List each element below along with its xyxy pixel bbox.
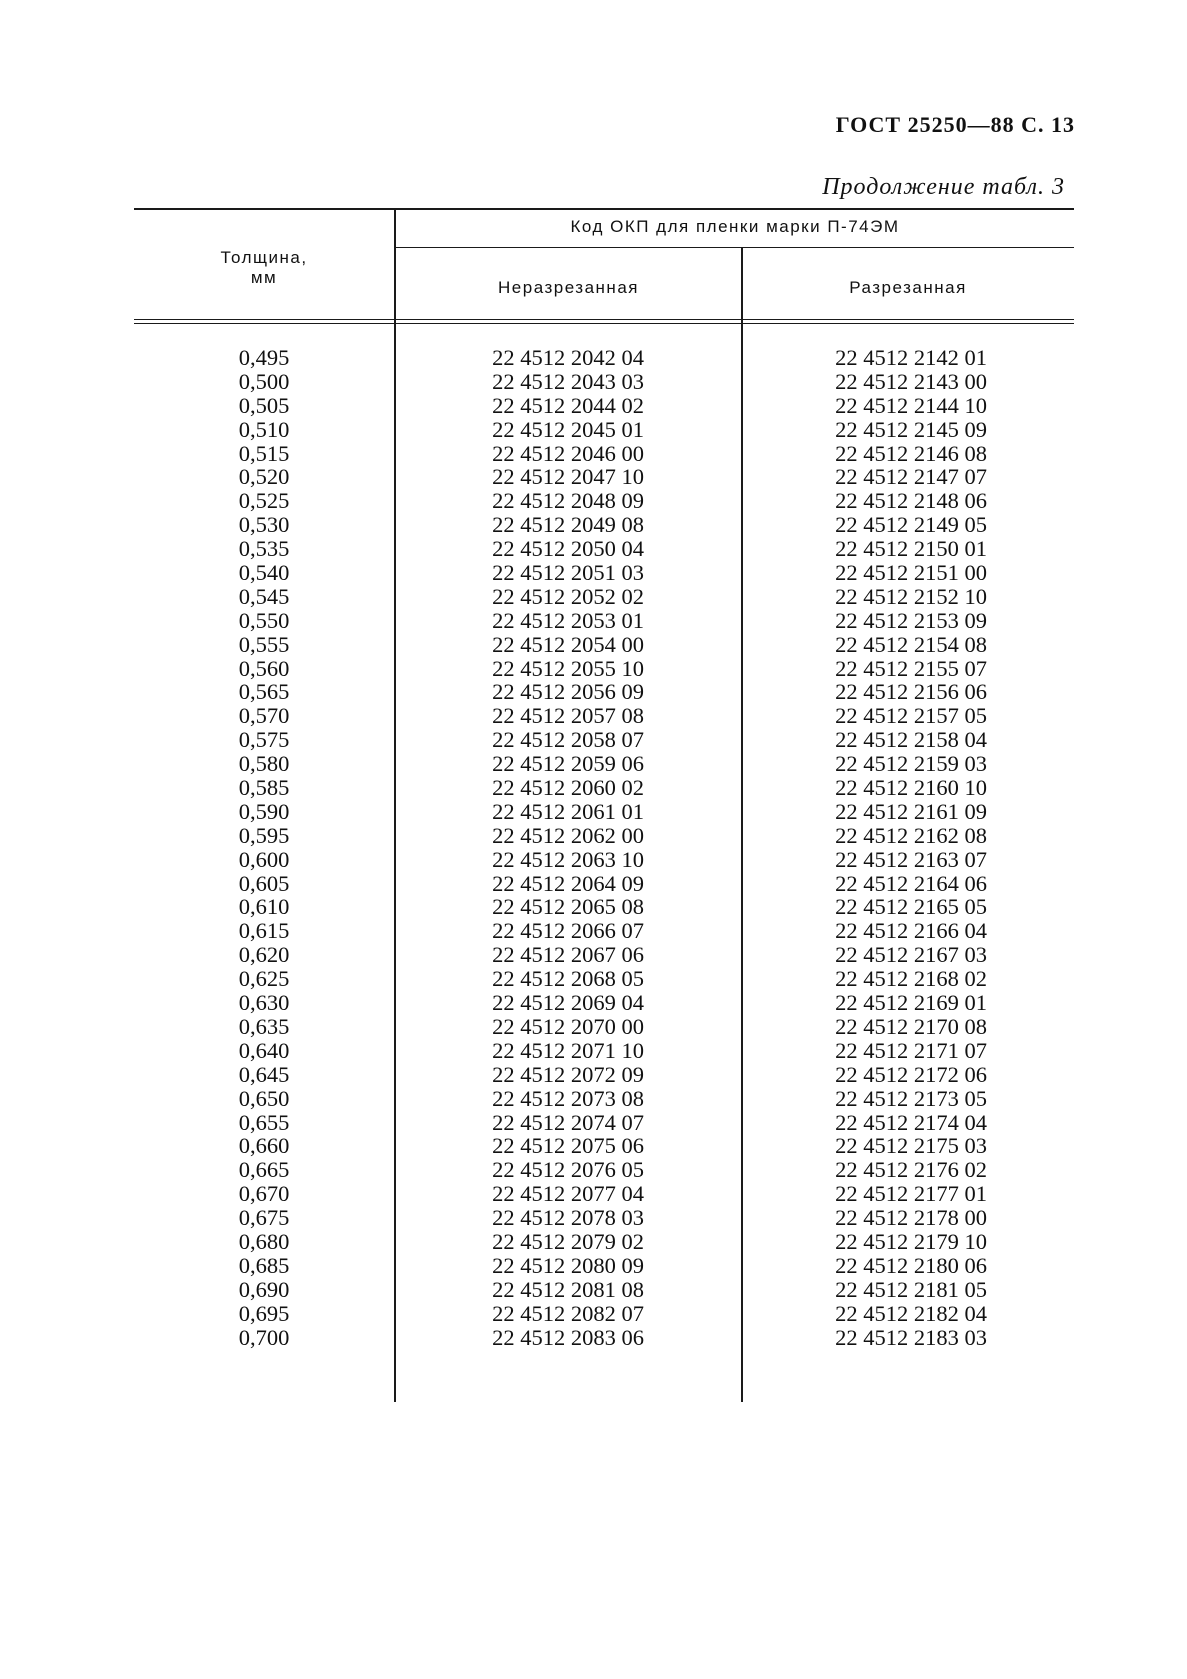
thickness-cell: 0,575 xyxy=(238,727,290,753)
table-top-rule xyxy=(134,208,1074,210)
cut-code-cell: 22 4512 2164 06 xyxy=(835,870,987,896)
thickness-cell: 0,640 xyxy=(238,1037,290,1063)
thickness-cell: 0,570 xyxy=(238,703,290,729)
uncut-code-cell: 22 4512 2047 10 xyxy=(492,464,644,490)
thickness-cell: 0,520 xyxy=(238,464,290,490)
thickness-cell: 0,620 xyxy=(238,942,290,968)
thickness-cell: 0,685 xyxy=(238,1252,290,1278)
thickness-cell: 0,630 xyxy=(238,990,290,1016)
cut-code-cell: 22 4512 2149 05 xyxy=(835,512,987,538)
cut-code-cell: 22 4512 2172 06 xyxy=(835,1061,987,1087)
thickness-cell: 0,515 xyxy=(238,440,290,466)
cut-code-cell: 22 4512 2150 01 xyxy=(835,536,987,562)
uncut-code-cell: 22 4512 2056 09 xyxy=(492,679,644,705)
uncut-code-cell: 22 4512 2079 02 xyxy=(492,1228,644,1254)
cut-code-cell: 22 4512 2166 04 xyxy=(835,918,987,944)
uncut-code-cell: 22 4512 2083 06 xyxy=(492,1324,644,1350)
uncut-code-cell: 22 4512 2055 10 xyxy=(492,655,644,681)
cut-code-cell: 22 4512 2165 05 xyxy=(835,894,987,920)
cut-code-cell: 22 4512 2157 05 xyxy=(835,703,987,729)
cut-code-cell: 22 4512 2167 03 xyxy=(835,942,987,968)
uncut-code-cell: 22 4512 2082 07 xyxy=(492,1300,644,1326)
cut-code-cell: 22 4512 2171 07 xyxy=(835,1037,987,1063)
uncut-code-cell: 22 4512 2048 09 xyxy=(492,488,644,514)
thickness-cell: 0,600 xyxy=(238,846,290,872)
cut-code-cell: 22 4512 2147 07 xyxy=(835,464,987,490)
uncut-code-cell: 22 4512 2070 00 xyxy=(492,1013,644,1039)
cut-code-cell: 22 4512 2175 03 xyxy=(835,1133,987,1159)
thickness-cell: 0,650 xyxy=(238,1085,290,1111)
thickness-cell: 0,655 xyxy=(238,1109,290,1135)
cut-code-cell: 22 4512 2173 05 xyxy=(835,1085,987,1111)
thickness-cell: 0,700 xyxy=(238,1324,290,1350)
thickness-cell: 0,550 xyxy=(238,607,290,633)
uncut-code-cell: 22 4512 2080 09 xyxy=(492,1252,644,1278)
uncut-code-cell: 22 4512 2078 03 xyxy=(492,1205,644,1231)
cut-code-cell: 22 4512 2146 08 xyxy=(835,440,987,466)
uncut-cut-column-divider xyxy=(741,247,743,1402)
cut-code-cell: 22 4512 2162 08 xyxy=(835,822,987,848)
thickness-cell: 0,690 xyxy=(238,1276,290,1302)
uncut-code-cell: 22 4512 2052 02 xyxy=(492,583,644,609)
uncut-code-cell: 22 4512 2069 04 xyxy=(492,990,644,1016)
cut-code-cell: 22 4512 2161 09 xyxy=(835,798,987,824)
uncut-code-cell: 22 4512 2066 07 xyxy=(492,918,644,944)
uncut-code-cell: 22 4512 2043 03 xyxy=(492,368,644,394)
uncut-code-cell: 22 4512 2051 03 xyxy=(492,560,644,586)
cut-code-cell: 22 4512 2178 00 xyxy=(835,1205,987,1231)
uncut-code-cell: 22 4512 2071 10 xyxy=(492,1037,644,1063)
cut-code-cell: 22 4512 2153 09 xyxy=(835,607,987,633)
uncut-code-cell: 22 4512 2063 10 xyxy=(492,846,644,872)
cut-code-cell: 22 4512 2177 01 xyxy=(835,1181,987,1207)
okp-code-group-header: Код ОКП для пленки марки П-74ЭМ xyxy=(570,217,900,236)
cut-code-cell: 22 4512 2163 07 xyxy=(835,846,987,872)
cut-code-cell: 22 4512 2160 10 xyxy=(835,775,987,801)
thickness-cell: 0,510 xyxy=(238,416,290,442)
uncut-code-cell: 22 4512 2081 08 xyxy=(492,1276,644,1302)
cut-code-cell: 22 4512 2155 07 xyxy=(835,655,987,681)
cut-code-cell: 22 4512 2182 04 xyxy=(835,1300,987,1326)
thickness-cell: 0,660 xyxy=(238,1133,290,1159)
uncut-code-cell: 22 4512 2054 00 xyxy=(492,631,644,657)
header-bottom-rule-1 xyxy=(134,319,1074,320)
thickness-cell: 0,495 xyxy=(238,345,290,370)
uncut-code-cell: 22 4512 2053 01 xyxy=(492,607,644,633)
thickness-cell: 0,525 xyxy=(238,488,290,514)
cut-code-cell: 22 4512 2180 06 xyxy=(835,1252,987,1278)
thickness-cell: 0,500 xyxy=(238,368,290,394)
cut-code-cell: 22 4512 2154 08 xyxy=(835,631,987,657)
thickness-cell: 0,695 xyxy=(238,1300,290,1326)
group-header-underline xyxy=(396,247,1074,248)
cut-code-column xyxy=(744,346,1078,1349)
thickness-cell: 0,585 xyxy=(238,775,290,801)
uncut-code-cell: 22 4512 2050 04 xyxy=(492,536,644,562)
thickness-cell: 0,555 xyxy=(238,631,290,657)
cut-code-cell: 22 4512 2181 05 xyxy=(835,1276,987,1302)
thickness-cell: 0,535 xyxy=(238,536,290,562)
thickness-column xyxy=(134,346,394,1349)
cut-column-header: Разрезанная xyxy=(849,278,967,297)
uncut-code-cell: 22 4512 2046 00 xyxy=(492,440,644,466)
thickness-cell: 0,615 xyxy=(238,918,290,944)
cut-code-cell: 22 4512 2156 06 xyxy=(835,679,987,705)
thickness-cell: 0,605 xyxy=(238,870,290,896)
uncut-column-header: Неразрезанная xyxy=(498,278,639,297)
table-caption: Продолжение табл. 3 xyxy=(822,174,1065,200)
uncut-code-cell: 22 4512 2067 06 xyxy=(492,942,644,968)
thickness-cell: 0,675 xyxy=(238,1205,290,1231)
thickness-cell: 0,560 xyxy=(238,655,290,681)
cut-code-cell: 22 4512 2168 02 xyxy=(835,966,987,992)
cut-code-cell: 22 4512 2176 02 xyxy=(835,1157,987,1183)
cut-code-cell: 22 4512 2144 10 xyxy=(835,392,987,418)
cut-code-cell: 22 4512 2179 10 xyxy=(835,1228,987,1254)
cut-code-cell: 22 4512 2170 08 xyxy=(835,1013,987,1039)
uncut-code-cell: 22 4512 2057 08 xyxy=(492,703,644,729)
cut-code-cell: 22 4512 2148 06 xyxy=(835,488,987,514)
thickness-cell: 0,645 xyxy=(238,1061,290,1087)
uncut-code-cell: 22 4512 2072 09 xyxy=(492,1061,644,1087)
thickness-cell: 0,540 xyxy=(238,560,290,586)
thickness-column-header: Толщина, мм xyxy=(220,248,308,287)
cut-code-cell: 22 4512 2159 03 xyxy=(835,751,987,777)
thickness-cell: 0,505 xyxy=(238,392,290,418)
uncut-code-column xyxy=(396,346,740,1349)
page-header: ГОСТ 25250—88 С. 13 xyxy=(835,112,1075,137)
cut-code-cell: 22 4512 2151 00 xyxy=(835,560,987,586)
thickness-cell: 0,670 xyxy=(238,1181,290,1207)
thickness-cell: 0,665 xyxy=(238,1157,290,1183)
cut-code-cell: 22 4512 2142 01 xyxy=(835,345,987,370)
cut-code-cell: 22 4512 2174 04 xyxy=(835,1109,987,1135)
thickness-cell: 0,590 xyxy=(238,798,290,824)
uncut-code-cell: 22 4512 2064 09 xyxy=(492,870,644,896)
thickness-cell: 0,580 xyxy=(238,751,290,777)
thickness-cell: 0,625 xyxy=(238,966,290,992)
uncut-code-cell: 22 4512 2060 02 xyxy=(492,775,644,801)
uncut-code-cell: 22 4512 2068 05 xyxy=(492,966,644,992)
thickness-cell: 0,545 xyxy=(238,583,290,609)
thickness-cell: 0,595 xyxy=(238,822,290,848)
uncut-code-cell: 22 4512 2076 05 xyxy=(492,1157,644,1183)
uncut-code-cell: 22 4512 2061 01 xyxy=(492,798,644,824)
cut-code-cell: 22 4512 2152 10 xyxy=(835,583,987,609)
uncut-code-cell: 22 4512 2065 08 xyxy=(492,894,644,920)
thickness-cell: 0,680 xyxy=(238,1228,290,1254)
uncut-code-cell: 22 4512 2044 02 xyxy=(492,392,644,418)
cut-code-cell: 22 4512 2169 01 xyxy=(835,990,987,1016)
uncut-code-cell: 22 4512 2073 08 xyxy=(492,1085,644,1111)
thickness-cell: 0,530 xyxy=(238,512,290,538)
uncut-code-cell: 22 4512 2049 08 xyxy=(492,512,644,538)
uncut-code-cell: 22 4512 2062 00 xyxy=(492,822,644,848)
cut-code-cell: 22 4512 2145 09 xyxy=(835,416,987,442)
uncut-code-cell: 22 4512 2042 04 xyxy=(492,345,644,370)
uncut-code-cell: 22 4512 2075 06 xyxy=(492,1133,644,1159)
uncut-code-cell: 22 4512 2058 07 xyxy=(492,727,644,753)
cut-code-cell: 22 4512 2158 04 xyxy=(835,727,987,753)
thickness-cell: 0,635 xyxy=(238,1013,290,1039)
thickness-cell: 0,565 xyxy=(238,679,290,705)
cut-code-cell: 22 4512 2143 00 xyxy=(835,368,987,394)
uncut-code-cell: 22 4512 2059 06 xyxy=(492,751,644,777)
cut-code-cell: 22 4512 2183 03 xyxy=(835,1324,987,1350)
uncut-code-cell: 22 4512 2045 01 xyxy=(492,416,644,442)
header-bottom-rule-2 xyxy=(134,323,1074,324)
uncut-code-cell: 22 4512 2077 04 xyxy=(492,1181,644,1207)
thickness-cell: 0,610 xyxy=(238,894,290,920)
uncut-code-cell: 22 4512 2074 07 xyxy=(492,1109,644,1135)
